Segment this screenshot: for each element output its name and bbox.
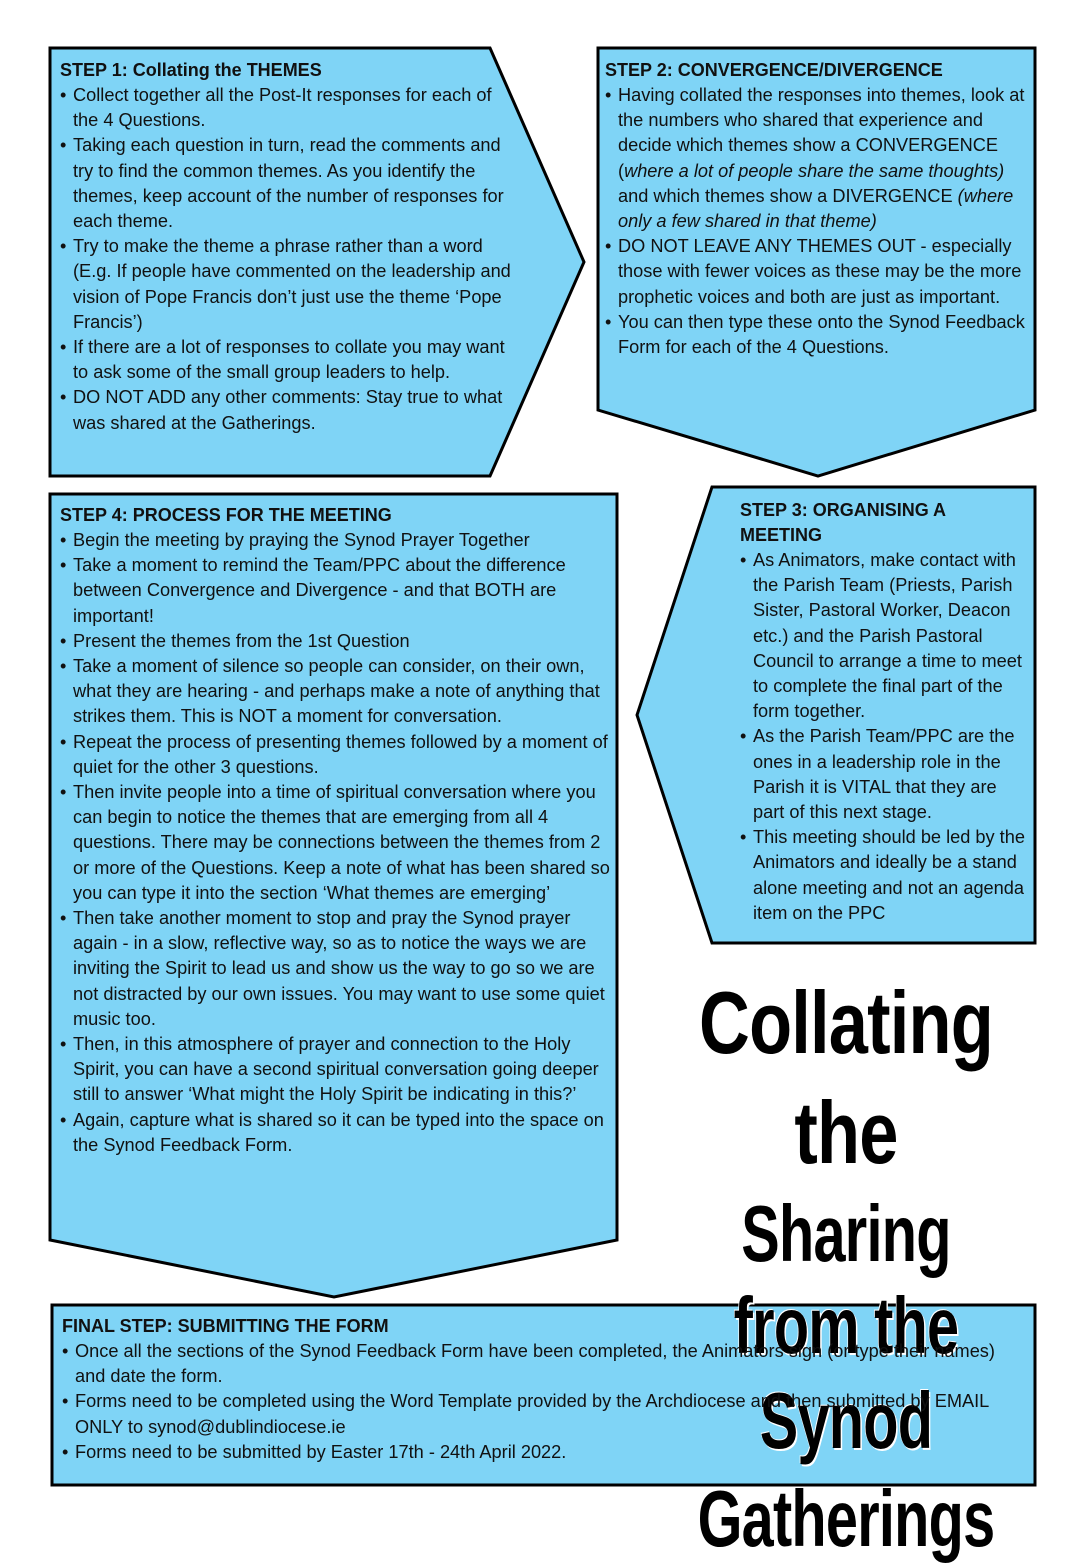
- step2-heading: STEP 2: CONVERGENCE/DIVERGENCE: [605, 60, 943, 80]
- step2-item1-part-c: and which themes show a DIVERGENCE: [618, 185, 958, 206]
- list-item: • As Animators, make contact with the Parish Team (Priests, Parish Sister, Pastoral Worker, Deacon etc.) and the Parish Pastoral Council to arrange a time to meet to complete the final part of the form together.: [740, 548, 1032, 724]
- title-line-1: Collating the: [699, 973, 993, 1182]
- step4-panel: [60, 503, 614, 1158]
- list-item: • As the Parish Team/PPC are the ones in a leadership role in the Parish it is VITAL that they are part of this next stage.: [740, 724, 1032, 825]
- final-step-heading: FINAL STEP: SUBMITTING THE FORM: [62, 1316, 389, 1336]
- title-line-3: Synod Gatherings: [697, 1376, 995, 1563]
- list-item: • DO NOT LEAVE ANY THEMES OUT - especially those with fewer voices as these may be the more prophetic voices and both are just as important.: [605, 234, 1029, 310]
- step4-list: [60, 528, 614, 1158]
- list-item: • Once all the sections of the Synod Feedback Form have been completed, the Animators sign (or type their names) and date the form.: [62, 1339, 1028, 1389]
- step2-panel: [605, 58, 1029, 360]
- list-item: • Collect together all the Post-It responses for each of the 4 Questions.: [60, 83, 512, 133]
- list-item: • Again, capture what is shared so it can be typed into the space on the Synod Feedback Form.: [60, 1108, 614, 1158]
- step1-list: [60, 83, 512, 436]
- list-item: • Take a moment of silence so people can consider, on their own, what they are hearing - and perhaps make a note of anything that strikes them. This is NOT a moment for conversation.: [60, 654, 614, 730]
- list-item: [605, 83, 1029, 234]
- list-item: • Then invite people into a time of spiritual conversation where you can begin to notice the themes that are emerging from all 4 questions. There may be connections between the themes from 2 or more of the Questions. Keep a note of what has been shared so you can type it into the section ‘What themes are emerging’: [60, 780, 614, 906]
- list-item: • Forms need to be completed using the Word Template provided by the Archdiocese and then submitted by EMAIL ONLY to synod@dublindiocese.ie: [62, 1389, 1028, 1439]
- list-item: • Present the themes from the 1st Question: [60, 629, 614, 654]
- list-item: • Take a moment to remind the Team/PPC about the difference between Convergence and Divergence - and that BOTH are important!: [60, 553, 614, 629]
- list-item: • Forms need to be submitted by Easter 17th - 24th April 2022.: [62, 1440, 1028, 1465]
- step2-item1-part-d: (where only a few shared in that theme): [618, 185, 1014, 232]
- list-item: • Try to make the theme a phrase rather than a word (E.g. If people have commented on the leadership and vision of Pope Francis don’t just use the theme ‘Pope Francis’): [60, 234, 512, 335]
- page-title: [636, 968, 1056, 1568]
- list-item: • This meeting should be led by the Animators and ideally be a stand alone meeting and not an agenda item on the PPC: [740, 825, 1032, 926]
- list-item: • Repeat the process of presenting themes followed by a moment of quiet for the other 3 questions.: [60, 730, 614, 780]
- step2-item1-part-b: where a lot of people share the same thoughts): [624, 160, 1005, 181]
- final-step-panel: [62, 1314, 1028, 1465]
- step2-item1-part-a: Having collated the responses into themes, look at the numbers who shared that experience and decide which themes show a CONVERGENCE (: [618, 85, 1025, 181]
- list-item: • DO NOT ADD any other comments: Stay true to what was shared at the Gatherings.: [60, 385, 512, 435]
- step3-list: [740, 548, 1032, 926]
- step1-panel: [60, 58, 512, 436]
- step3-heading: STEP 3: ORGANISING A MEETING: [740, 500, 946, 545]
- list-item: • Then take another moment to stop and pray the Synod prayer again - in a slow, reflective way, so as to notice the ways we are inviting the Spirit to lead us and show us the way to go so we are not distracted by our own issues. You may want to use some quiet music too.: [60, 906, 614, 1032]
- step4-heading: STEP 4: PROCESS FOR THE MEETING: [60, 505, 392, 525]
- step1-heading: STEP 1: Collating the THEMES: [60, 60, 322, 80]
- step2-list: [605, 83, 1029, 360]
- step3-panel: [740, 498, 1032, 926]
- list-item: • You can then type these onto the Synod Feedback Form for each of the 4 Questions.: [605, 310, 1029, 360]
- final-step-list: [62, 1339, 1028, 1465]
- list-item: • Begin the meeting by praying the Synod Prayer Together: [60, 528, 614, 553]
- list-item: • If there are a lot of responses to collate you may want to ask some of the small group leaders to help.: [60, 335, 512, 385]
- title-line-2: Sharing from the: [733, 1189, 959, 1370]
- list-item: • Then, in this atmosphere of prayer and connection to the Holy Spirit, you can have a second spiritual conversation going deeper still to answer ‘What might the Holy Spirit be indicating in this?’: [60, 1032, 614, 1108]
- list-item: • Taking each question in turn, read the comments and try to find the common themes. As you identify the themes, keep account of the number of responses for each theme.: [60, 133, 512, 234]
